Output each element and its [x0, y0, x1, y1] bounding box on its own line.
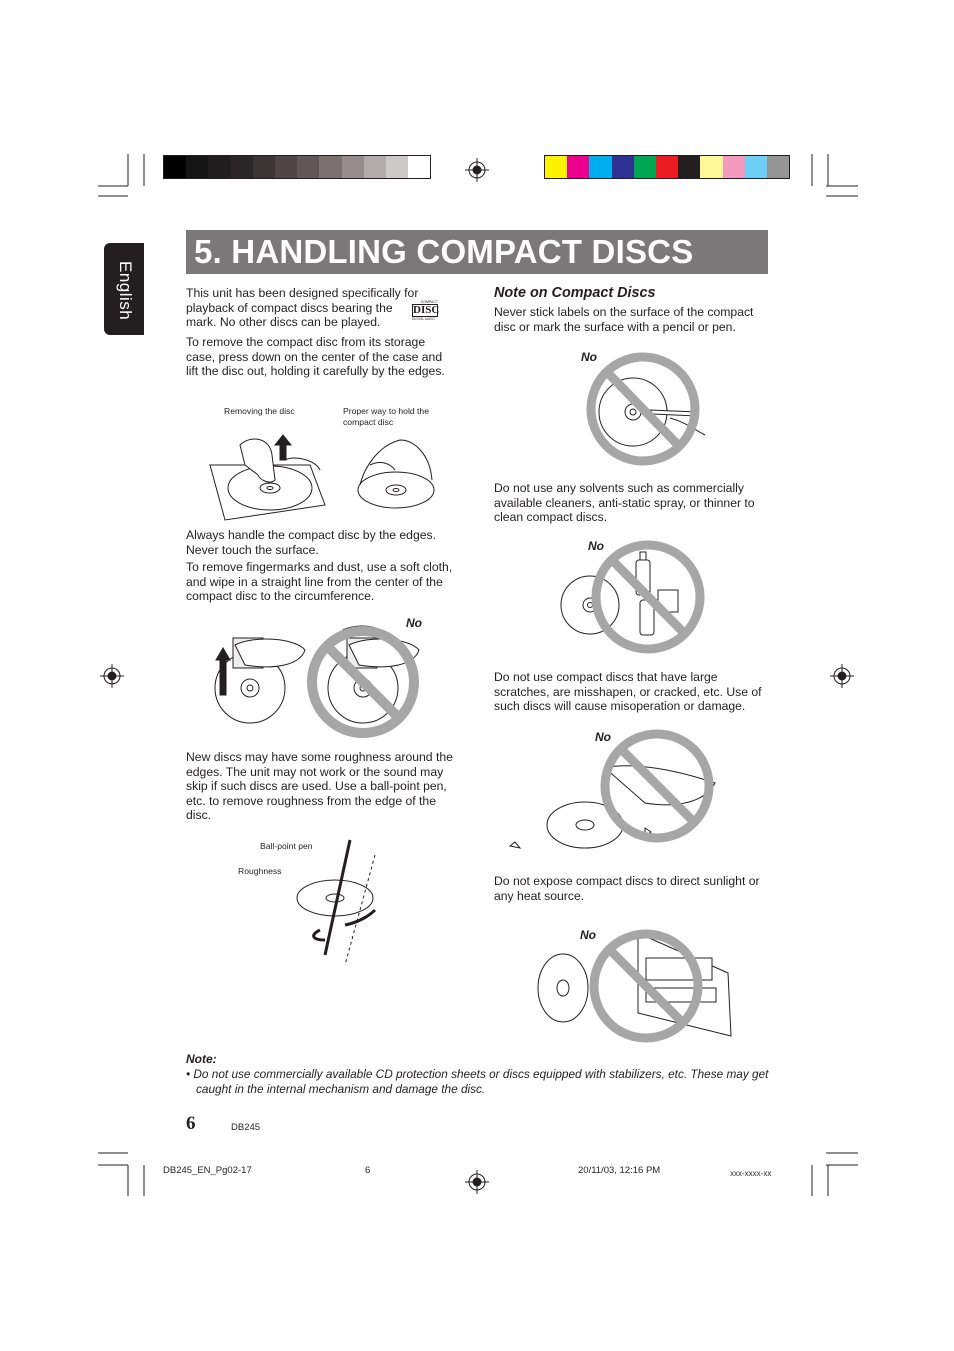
no-label-3: No [595, 730, 611, 744]
language-tab-label: English [116, 261, 135, 321]
gray-swatch-9 [342, 156, 364, 178]
page-title: 5. HANDLING COMPACT DISCS [194, 233, 694, 270]
model-code: DB245 [231, 1122, 261, 1133]
sunlight-paragraph: Do not expose compact discs to direct sunlight or any heat source. [494, 874, 760, 903]
pen-roughness-illustration [290, 840, 390, 975]
gray-swatch-6 [275, 156, 297, 178]
gray-calibration-bar [163, 155, 431, 179]
remove-disc-paragraph: To remove the compact disc from its storage case, press down on the center of the case and lift the disc out, holding it carefully by the edges. [186, 335, 445, 378]
title-bar [186, 230, 768, 274]
gray-swatch-2 [186, 156, 208, 178]
gray-swatch-3 [208, 156, 230, 178]
language-tab [104, 243, 144, 335]
fingermarks-paragraph: To remove fingermarks and dust, use a soft cloth, and wipe in a straight line from the center of the compact disc to the circumference. [186, 560, 453, 603]
footer-code: xxx-xxxx-xx [730, 1169, 772, 1178]
compact-disc-logo: COMPACT DISC DIGITAL AUDIO [412, 300, 440, 321]
color-swatch-10 [745, 156, 767, 178]
footer-file: DB245_EN_Pg02-17 [163, 1165, 252, 1176]
caption-proper: Proper way to hold the compact disc [343, 406, 429, 427]
color-swatch-9 [723, 156, 745, 178]
labels-paragraph: Never stick labels on the surface of the compact disc or mark the surface with a pencil or pen. [494, 305, 754, 334]
note-title: Note: [186, 1052, 217, 1066]
no-label-4: No [580, 928, 596, 942]
gray-swatch-12 [408, 156, 430, 178]
color-swatch-3 [589, 156, 611, 178]
gray-swatch-4 [231, 156, 253, 178]
note-heading: Note on Compact Discs [494, 285, 656, 301]
color-swatch-1 [545, 156, 567, 178]
heat-prohibited-illustration [533, 928, 753, 1043]
solvents-paragraph: Do not use any solvents such as commercially available cleaners, anti-static spray, or thinner to clean compact discs. [494, 481, 755, 524]
gray-swatch-8 [319, 156, 341, 178]
intro-line-3: mark. No other discs can be played. [186, 315, 381, 329]
solvents-prohibited-illustration [558, 540, 708, 655]
color-swatch-11 [767, 156, 789, 178]
caption-pen: Ball-point pen [260, 841, 313, 851]
caption-roughness: Roughness [238, 866, 282, 876]
disc-handling-illustration [200, 425, 450, 525]
caption-removing: Removing the disc [224, 406, 295, 416]
gray-swatch-10 [364, 156, 386, 178]
damaged-disc-prohibited-illustration [505, 728, 720, 863]
wiping-illustration [205, 620, 425, 735]
color-swatch-6 [656, 156, 678, 178]
scratches-paragraph: Do not use compact discs that have large scratches, are misshapen, or cracked, etc. Use of such discs will cause misoperation or damage. [494, 670, 762, 713]
gray-swatch-1 [164, 156, 186, 178]
gray-swatch-5 [253, 156, 275, 178]
color-swatch-4 [612, 156, 634, 178]
color-swatch-2 [567, 156, 589, 178]
gray-swatch-11 [386, 156, 408, 178]
color-swatch-7 [678, 156, 700, 178]
note-text: • Do not use commercially available CD protection sheets or discs equipped with stabilizers, etc. These may get caught in the internal mechanism and damage the disc. [186, 1067, 769, 1096]
footer-timestamp: 20/11/03, 12:16 PM [578, 1165, 661, 1176]
color-swatch-5 [634, 156, 656, 178]
gray-swatch-7 [297, 156, 319, 178]
no-label-1: No [581, 350, 597, 364]
handle-edges-paragraph: Always handle the compact disc by the edges. Never touch the surface. [186, 528, 436, 557]
intro-line-2: playback of compact discs bearing the [186, 300, 393, 315]
no-label: No [406, 616, 422, 630]
page-number: 6 [186, 1113, 196, 1134]
labels-prohibited-illustration [585, 350, 710, 468]
roughness-paragraph: New discs may have some roughness around the edges. The unit may not work or the sound may skip if such discs are used. Use a ball-point pen, etc. to remove roughness from the edge of the disc. [186, 750, 453, 822]
color-swatch-8 [700, 156, 722, 178]
color-calibration-bar [544, 155, 790, 179]
intro-line-1: This unit has been designed specifically for [186, 286, 419, 300]
footer-page: 6 [365, 1165, 371, 1176]
no-label-2: No [588, 539, 604, 553]
